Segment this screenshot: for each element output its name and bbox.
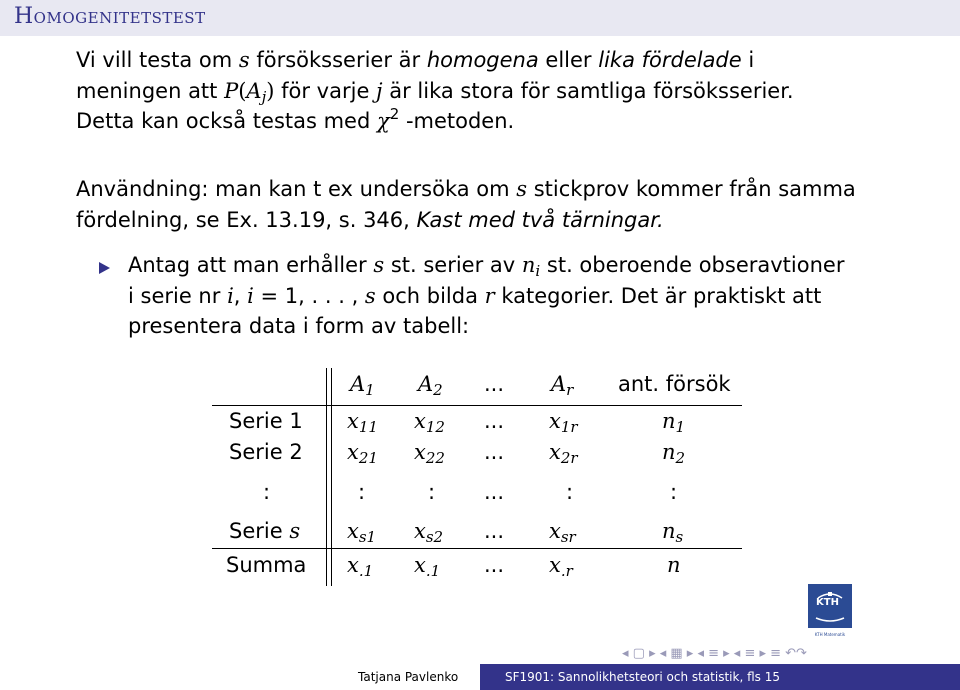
math-var: j	[376, 78, 383, 103]
math-sup: 2	[389, 105, 400, 123]
math-var: r	[484, 283, 495, 308]
text: meningen att	[76, 78, 225, 103]
footer-author: Tatjana Pavlenko	[358, 670, 459, 684]
text: -metoden.	[399, 109, 515, 133]
row3-n: :	[670, 480, 678, 504]
row4-c1: $x_{s1}$	[347, 519, 377, 546]
sum-label: Summa	[226, 553, 307, 577]
logo-caption: KTH Matematik	[814, 632, 846, 637]
row3-dots: ...	[484, 480, 505, 504]
text: stickprov kommer från samma	[527, 177, 856, 201]
sum-c1: $x_{.1}$	[347, 553, 374, 580]
row4-label: Serie s	[229, 519, 301, 543]
logo-letters: KTH	[816, 597, 839, 608]
nav-controls[interactable]: ◂ ▢ ▸ ◂ ▦ ▸ ◂ ≡ ▸ ◂ ≡ ▸ ≡ ↶↷	[622, 646, 807, 661]
row2-label: Serie 2	[229, 440, 303, 464]
text: st. oberoende obsеravtioner	[540, 253, 845, 277]
sum-n: n	[667, 553, 681, 577]
slide-title: Homogenitetstest	[14, 4, 206, 29]
text: försöksserier är	[249, 48, 427, 72]
sum-cr: $x_{.r}$	[549, 553, 573, 580]
row3-c1: :	[358, 480, 366, 504]
row4-n: $n_s$	[662, 519, 684, 546]
table-hline-sum	[212, 548, 742, 549]
header-dots: ...	[484, 372, 505, 396]
header-Ar: $A_r$	[551, 372, 574, 399]
row3-c2: :	[428, 480, 436, 504]
row3-cr: :	[566, 480, 574, 504]
text: för varje	[274, 78, 377, 103]
text: eller	[538, 48, 599, 72]
emph-homogena: homogena	[426, 48, 539, 72]
footer-course: SF1901: Sannolikhetsteori och statistik, fls 15	[505, 670, 780, 684]
text: är lika stora för samtliga försöksserier.	[382, 78, 794, 103]
math-var: i	[227, 283, 234, 308]
row2-dots: ...	[484, 440, 505, 464]
text: kategorier. Det är praktiskt att	[494, 283, 822, 308]
math-var: s	[516, 177, 528, 201]
row3-label: :	[263, 480, 271, 504]
header-A1: $A_1$	[350, 372, 375, 399]
row1-dots: ...	[484, 409, 505, 433]
row1-n: $n_1$	[662, 409, 686, 436]
math-var: s	[364, 283, 376, 308]
table-vline-right	[331, 368, 332, 586]
table-vline-left	[326, 368, 327, 586]
row2-n: $n_2$	[662, 440, 686, 467]
sum-dots: ...	[484, 553, 505, 577]
text: i	[741, 48, 755, 72]
intro-paragraph	[76, 45, 936, 137]
header-ant: ant. försök	[618, 372, 731, 396]
text: presentera data i form av tabell:	[128, 314, 470, 338]
text: i serie nr	[128, 283, 228, 308]
math-paren: (	[238, 78, 247, 103]
row2-c2: $x_{22}$	[414, 440, 445, 467]
text: Användning: man kan t ex undersöka om	[76, 177, 517, 201]
text: Detta kan också testas med	[76, 109, 377, 133]
text: = 1, . . . ,	[253, 283, 365, 308]
math-var: A	[246, 78, 262, 103]
usage-paragraph	[76, 174, 936, 235]
math-sub: i	[535, 262, 541, 280]
math-var: s	[238, 48, 250, 72]
row1-c1: $x_{11}$	[347, 409, 378, 436]
emph-lika: lika fördelade	[598, 48, 742, 72]
math-var: s	[373, 253, 385, 277]
math-var: i	[247, 283, 254, 308]
row1-cr: $x_{1r}$	[549, 409, 578, 436]
bullet-paragraph	[128, 250, 938, 342]
text: och bilda	[375, 283, 485, 308]
text: Vi vill testa om	[76, 48, 239, 72]
row1-c2: $x_{12}$	[414, 409, 445, 436]
row1-label: Serie 1	[229, 409, 303, 433]
header-A2: $A_2$	[418, 372, 443, 399]
row4-dots: ...	[484, 519, 505, 543]
text: st. serier av	[384, 253, 522, 277]
text: Antag att man erhåller	[128, 253, 374, 277]
row2-cr: $x_{2r}$	[549, 440, 578, 467]
row2-c1: $x_{21}$	[347, 440, 378, 467]
sum-c2: $x_{.1}$	[414, 553, 441, 580]
text: fördelning, se Ex. 13.19, s. 346,	[76, 207, 417, 232]
emph-kast: Kast med två tärningar.	[416, 207, 664, 232]
math-sub: j	[261, 87, 267, 106]
bullet-triangle-icon	[99, 262, 110, 274]
text: ,	[233, 283, 248, 308]
math-chi: χ	[376, 109, 390, 133]
math-var: n	[521, 253, 536, 277]
math-var: P	[224, 78, 239, 103]
row4-cr: $x_{sr}$	[549, 519, 576, 546]
math-paren: )	[266, 78, 275, 103]
table-hline-header	[212, 405, 742, 406]
row4-c2: $x_{s2}$	[414, 519, 444, 546]
